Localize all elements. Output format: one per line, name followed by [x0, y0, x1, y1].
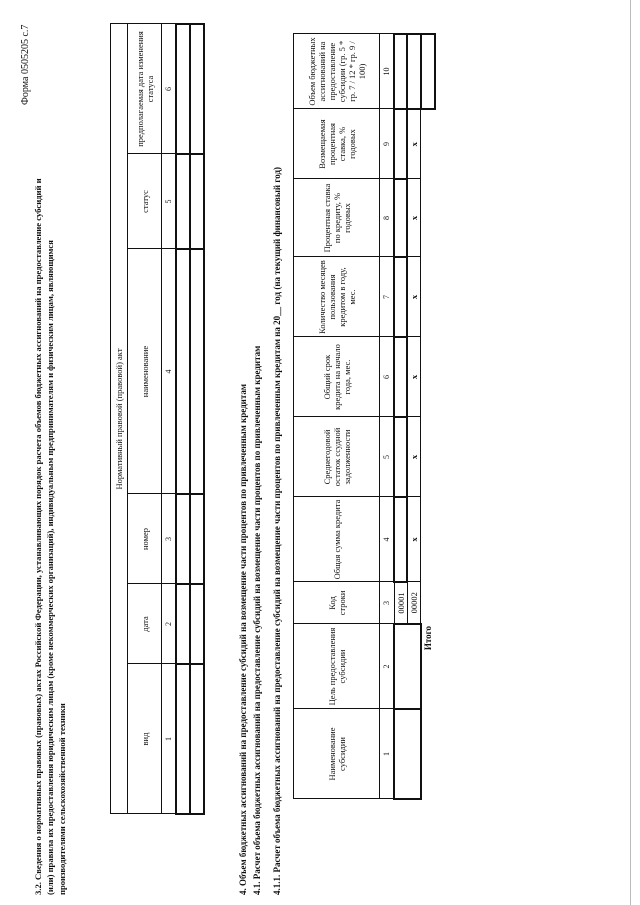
- line-code: 00001: [394, 582, 407, 624]
- col-header-loan-total: Общая сумма кредита: [294, 497, 380, 582]
- col-header-subsidy-name: Наименование субсидии: [294, 709, 380, 799]
- form-code: Форма 0505205 с.7: [20, 24, 31, 105]
- col-header-name: наименование: [128, 249, 162, 494]
- col-number: 2: [162, 584, 177, 664]
- legal-act-group-header: Нормативный правовой (правовой) акт: [111, 24, 128, 814]
- table-row: [190, 24, 204, 814]
- table-row: 00002 х х х х х х: [407, 34, 421, 799]
- col-number: 6: [380, 337, 395, 417]
- col-number: 2: [380, 624, 395, 709]
- col-header-number: номер: [128, 494, 162, 584]
- col-header-loan-term: Общий срок кредита на начало года, мес.: [294, 337, 380, 417]
- col-number: 3: [162, 494, 177, 584]
- section-3-2-heading-line-2: (или) правила их предоставления юридическим лицам (кроме некоммерческих организаций), индивидуальным предпринимателям и физическим лицам, являющимся: [45, 240, 55, 895]
- col-header-status: статус: [128, 154, 162, 249]
- col-number: 4: [380, 497, 395, 582]
- col-number: 9: [380, 109, 395, 179]
- col-number: 5: [380, 417, 395, 497]
- col-header-line-code: Код строки: [294, 582, 380, 624]
- col-number: 7: [380, 257, 395, 337]
- col-header-avg-balance: Среднегодовой остаток ссудной задолженности: [294, 417, 380, 497]
- scan-edge: [630, 0, 631, 905]
- col-number: 4: [162, 249, 177, 494]
- section-4-1-heading: 4.1. Расчет объема бюджетных ассигнований на предоставление субсидий на возмещение части процентов по привлеченным кредитам: [252, 345, 262, 895]
- col-header-reimbursed-rate: Возмещаемая процентная ставка, % годовых: [294, 109, 380, 179]
- col-number: 5: [162, 154, 177, 249]
- total-label: Итого: [423, 626, 433, 651]
- col-number: 3: [380, 582, 395, 624]
- col-number: 6: [162, 24, 177, 154]
- col-number: 8: [380, 179, 395, 257]
- col-number: 1: [380, 709, 395, 799]
- col-header-months-used: Количество месяцев пользования кредитом в году, мес.: [294, 257, 380, 337]
- col-header-status-change-date: предполагаемая дата изменения статуса: [128, 24, 162, 154]
- col-number: 1: [162, 664, 177, 814]
- col-header-interest-rate: Процентная ставка по кредиту, % годовых: [294, 179, 380, 257]
- col-header-kind: вид: [128, 664, 162, 814]
- section-4-heading: 4. Объем бюджетных ассигнований на предоставление субсидий на возмещение части процентов по привлеченным кредитам: [238, 383, 248, 895]
- total-row: [421, 34, 435, 799]
- table-row: [176, 24, 190, 814]
- col-header-purpose: Цель предоставления субсидии: [294, 624, 380, 709]
- subsidy-calculation-table: [293, 33, 436, 800]
- col-number: 10: [380, 34, 395, 109]
- section-3-2-heading-line-3: производителями сельскохозяйственной техники: [57, 703, 67, 895]
- line-code: 00002: [407, 582, 421, 624]
- legal-acts-table: [110, 23, 205, 815]
- table-row: [394, 34, 407, 799]
- col-header-date: дата: [128, 584, 162, 664]
- section-4-1-1-heading: 4.1.1. Расчет объема бюджетных ассигнований на предоставление субсидий на возмещение части процентов по привлеченным кредитам на 20__ год (на текущий финансовый год): [272, 167, 282, 895]
- col-header-allocation-volume: Объем бюджетных ассигнований на предоставление субсидии (гр. 5 * гр. 7 / 12 * гр. 9 / 100): [294, 34, 380, 109]
- section-3-2-heading-line-1: 3.2. Сведения о нормативных правовых (правовых) актах Российской Федерации, устанавливающих порядок расчета объемов бюджетных ассигнований на предоставление субсидий и: [33, 178, 43, 895]
